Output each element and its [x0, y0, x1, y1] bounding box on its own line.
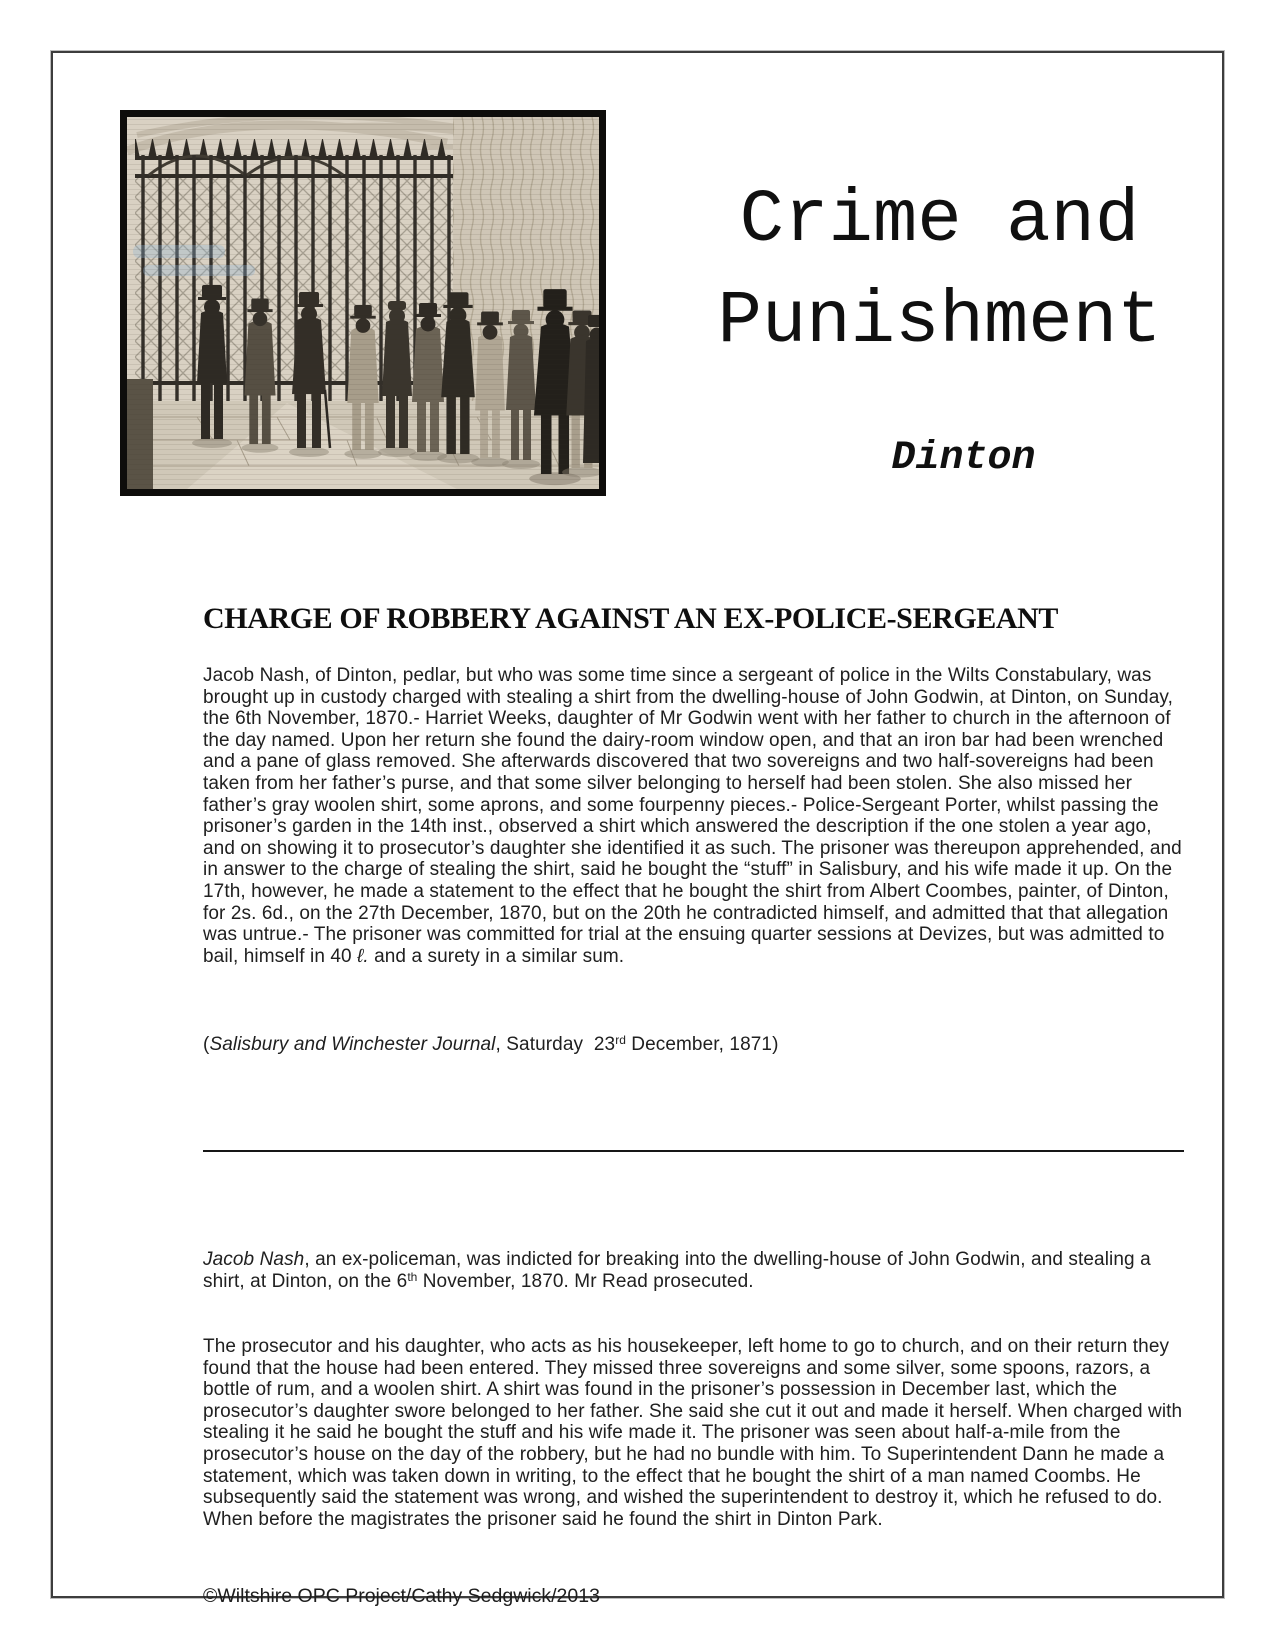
pound-symbol: ℓ. — [357, 945, 369, 967]
prison-gate-engraving — [127, 117, 599, 489]
location-subtitle: Dinton — [891, 436, 1036, 481]
journal-name: Salisbury and Winchester Journal — [209, 1034, 496, 1055]
article-paragraph — [203, 665, 1185, 967]
trial-report-lead — [203, 1249, 1185, 1294]
horizontal-divider — [203, 1150, 1184, 1152]
article-heading: CHARGE OF ROBBERY AGAINST AN EX-POLICE-SERGEANT — [203, 602, 1059, 635]
source-citation — [203, 1034, 1185, 1058]
page-title-line1: Crime and — [739, 179, 1140, 263]
ordinal-superscript: rd — [615, 1033, 626, 1047]
citation-date: , Saturday 23 — [495, 1034, 616, 1055]
masthead — [606, 171, 1273, 373]
article-text: Jacob Nash, of Dinton, pedlar, but who was some time since a sergeant of police in the Wilts Constabulary, was brought up in custody charged with stealing a shirt from the dwelling-house of John Godwin, at Dinton, on Sunday, the 6th November, 1870.- Harriet Weeks, daughter of Mr Godwin went with her father to church in the afternoon of the day named. Upon her return she found the dairy-room window open, and that an iron bar had been wrenched and a pane of glass removed. She afterwards discovered that two sovereigns and two half-sovereigns had been taken from her father’s purse, and that some silver belonging to herself had been stolen. She also missed her father’s gray woolen shirt, some aprons, and some fourpenny pieces.- Police-Sergeant Porter, whilst passing the prisoner’s garden in the 14th inst., observed a shirt which answered the description if the one stolen a year ago, and on showing it to prosecutor’s daughter she identified it as such. The prisoner was thereupon apprehended, and in answer to the charge of stealing the shirt, said he bought the “stuff” in Salisbury, and his wife made it up. On the 17th, however, he made a statement to the effect that he bought the shirt from Albert Coombes, painter, of Dinton, for 2s. 6d., on the 27th December, 1870, but on the 20th he contradicted himself, and admitted that that allegation was untrue.- The prisoner was committed for trial at the ensuing quarter sessions at Devizes, but was admitted to bail, himself in 40 — [203, 665, 1182, 967]
page-title-line2: Punishment — [717, 280, 1162, 364]
picture-frame — [120, 110, 606, 496]
article-text-end: and a surety in a similar sum. — [368, 945, 625, 967]
page-border-frame — [51, 51, 1224, 1607]
trial-report-paragraph: The prosecutor and his daughter, who acts as his housekeeper, left home to go to church, and on their return they found that the house had been entered. They missed three sovereigns and some silver, some spoons, razors, a bottle of rum, and a woolen shirt. A shirt was found in the prisoner’s possession in December last, which the prosecutor’s daughter swore belonged to her father. She said she cut it out and made it herself. When charged with stealing it he said he bought the stuff and his wife made it. The prisoner was seen about half-a-mile from the prosecutor’s house on the day of the robbery, but he had no bundle with him. To Superintendent Dann he made a statement, which was taken down in writing, to the effect that he bought the shirt of a man named Coombs. He subsequently said the statement was wrong, and wished the superintendent to destroy it, which he refused to do. When before the magistrates the prisoner said he found the shirt in Dinton Park. — [203, 1336, 1183, 1530]
ordinal-superscript: th — [407, 1269, 418, 1284]
lead-text: , an ex-policeman, was indicted for breaking into the dwelling-house of John Godwin, and stealing a shirt, at Dinton, on the 6 — [203, 1249, 1151, 1292]
citation-end: December, 1871) — [625, 1034, 779, 1055]
defendant-name: Jacob Nash — [203, 1249, 305, 1270]
copyright-footer: ©Wiltshire OPC Project/Cathy Sedgwick/2013 — [203, 1585, 600, 1607]
citation-open: ( — [203, 1034, 210, 1055]
lead-text-end: November, 1870. Mr Read prosecuted. — [417, 1270, 754, 1292]
